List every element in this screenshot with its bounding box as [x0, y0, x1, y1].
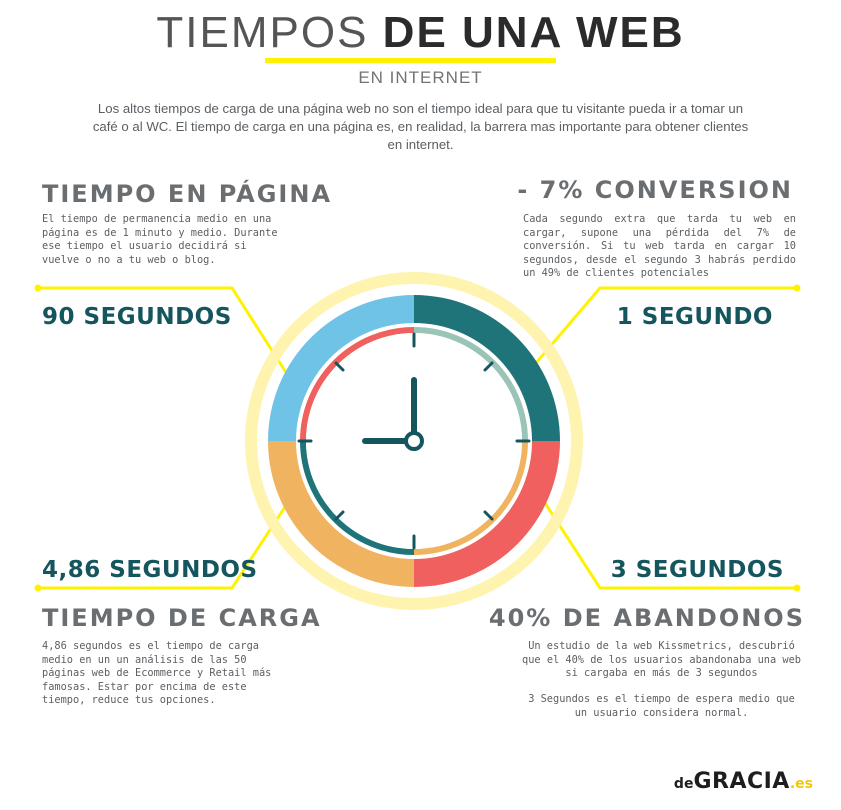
- brand-logo: [674, 769, 813, 794]
- brand-gracia: GRACIA: [693, 769, 790, 794]
- heading-tiempo-en-pagina: TIEMPO EN PÁGINA: [42, 180, 333, 208]
- brand-es: .es: [789, 776, 813, 792]
- intro-paragraph: Los altos tiempos de carga de una página web no son el tiempo ideal para que tu visitante pueda ir a tomar un café o al WC. El tiempo de carga en una página es, en realidad, la barrera mas importante para obtener clientes en internet.: [92, 101, 749, 152]
- stat-90-segundos: 90 SEGUNDOS: [42, 304, 232, 330]
- connector-top-left: [38, 288, 296, 388]
- connector-dot-tr: [794, 285, 801, 292]
- desc-abandonos: Un estudio de la web Kissmetrics, descubrió que el 40% de los usuarios abandonaba una web si cargaba en más de 3 segundos: [522, 640, 801, 680]
- clock-center: [406, 433, 422, 449]
- stat-3-segundos: 3 SEGUNDOS: [610, 557, 784, 583]
- heading-tiempo-de-carga: TIEMPO DE CARGA: [42, 604, 322, 632]
- connector-dot-br: [794, 585, 801, 592]
- title-light: TIEMPOS: [156, 8, 369, 57]
- page-subtitle: EN INTERNET: [358, 68, 483, 87]
- stat-1-segundo: 1 SEGUNDO: [616, 304, 773, 330]
- connector-dot-tl: [35, 285, 42, 292]
- connector-dot-bl: [35, 585, 42, 592]
- stat-4-86-segundos: 4,86 SEGUNDOS: [42, 557, 258, 583]
- title-bold: DE UNA WEB: [382, 8, 685, 57]
- heading-conversion: - 7% CONVERSION: [517, 176, 793, 204]
- desc-conversion: Cada segundo extra que tarda tu web en cargar, supone una pérdida del 7% de conversión. Si tu web tarda en cargar 10 segundos, desde el segundo 3 habrás perdido un 49% de clientes potenciales: [523, 213, 796, 280]
- heading-abandonos: 40% DE ABANDONOS: [488, 604, 805, 632]
- desc-tiempo-de-carga: 4,86 segundos es el tiempo de carga medio en un un análisis de las 50 páginas web de Ecommerce y Retail más famosas. Estar por encima de este tiempo, reduce tus opciones.: [42, 640, 272, 707]
- desc-tiempo-en-pagina: El tiempo de permanencia medio en una página es de 1 minuto y medio. Durante ese tiempo el usuario decidirá si vuelve o no a tu web o blog.: [42, 213, 278, 266]
- desc-espera-medio: 3 Segundos es el tiempo de espera medio que un usuario considera normal.: [528, 693, 795, 719]
- brand-de: de: [673, 776, 694, 792]
